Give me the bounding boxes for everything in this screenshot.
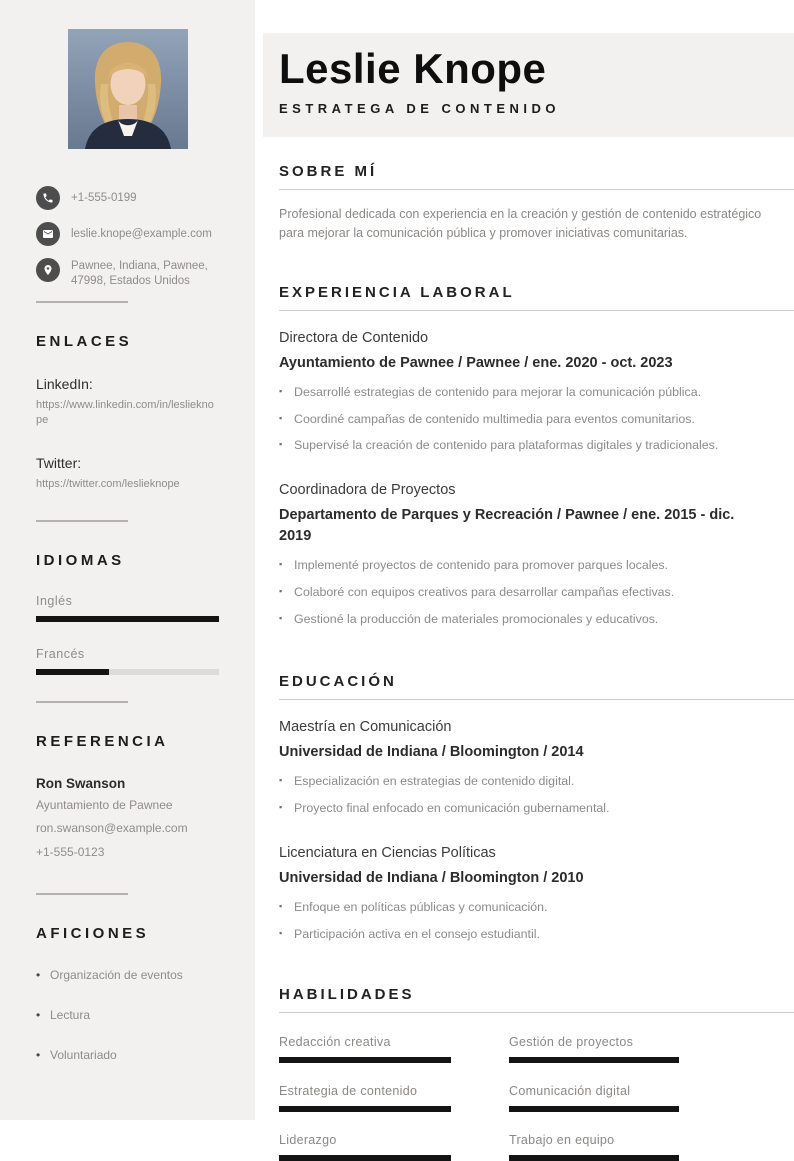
email-address: leslie.knope@example.com bbox=[71, 228, 212, 240]
links-section-title: ENLACES bbox=[36, 332, 133, 350]
reference-email: ron.swanson@example.com bbox=[36, 821, 188, 836]
main-content bbox=[263, 163, 794, 1161]
degree-entry bbox=[279, 717, 794, 818]
skill-level-bar bbox=[279, 1057, 451, 1063]
language-level-bar bbox=[36, 669, 219, 675]
job-bullet: ▪ Gestioné la producción de materiales promocionales y educativos. bbox=[279, 611, 766, 629]
reference-phone: +1-555-0123 bbox=[36, 844, 105, 859]
reference-name: Ron Swanson bbox=[36, 776, 126, 792]
skills-title: HABILIDADES bbox=[279, 985, 415, 1003]
profile-photo bbox=[68, 29, 188, 149]
language-item bbox=[36, 647, 219, 675]
linkedin-url: https://www.linkedin.com/in/leslieknope bbox=[36, 398, 214, 427]
skills-grid bbox=[279, 1035, 794, 1161]
skill-item bbox=[509, 1084, 679, 1112]
hobby-item: • Voluntariado bbox=[36, 1048, 219, 1062]
location-pin-icon bbox=[36, 258, 60, 282]
sidebar-divider bbox=[36, 301, 128, 303]
job-entry bbox=[279, 328, 794, 456]
contact-email-row bbox=[36, 222, 219, 246]
skill-level-bar bbox=[279, 1155, 451, 1161]
degree-name: Licenciatura en Ciencias Políticas bbox=[279, 844, 496, 861]
skills-section bbox=[279, 986, 794, 1161]
sidebar-divider bbox=[36, 520, 128, 522]
job-bullets bbox=[279, 384, 766, 456]
degree-entry bbox=[279, 843, 794, 944]
degree-meta: Universidad de Indiana / Bloomington / 2014 bbox=[279, 743, 584, 760]
degree-bullets bbox=[279, 773, 766, 818]
education-title: EDUCACIÓN bbox=[279, 673, 397, 691]
reference-company: Ayuntamiento de Pawnee bbox=[36, 798, 173, 813]
language-name: Francés bbox=[36, 647, 85, 662]
linkedin-label: LinkedIn: bbox=[36, 375, 93, 392]
skill-item bbox=[509, 1133, 679, 1161]
degree-bullet: ▪ Especialización en estrategias de contenido digital. bbox=[279, 773, 766, 791]
contact-phone-row bbox=[36, 186, 219, 210]
job-entry bbox=[279, 480, 794, 629]
address-text: Pawnee, Indiana, Pawnee, 47998, Estados Unidos bbox=[71, 260, 208, 287]
hobby-item: • Organización de eventos bbox=[36, 968, 219, 982]
job-bullets bbox=[279, 557, 766, 629]
section-rule bbox=[279, 699, 794, 700]
education-section bbox=[279, 673, 794, 943]
skill-name: Liderazgo bbox=[279, 1132, 337, 1147]
phone-number: +1-555-0199 bbox=[71, 192, 137, 204]
header-band bbox=[263, 33, 794, 137]
language-item bbox=[36, 594, 219, 622]
section-rule bbox=[279, 189, 794, 190]
job-bullet: ▪ Colaboré con equipos creativos para desarrollar campañas efectivas. bbox=[279, 584, 766, 602]
skill-level-bar bbox=[509, 1155, 679, 1161]
degree-bullet: ▪ Enfoque en políticas públicas y comunicación. bbox=[279, 899, 766, 917]
contact-address-row bbox=[36, 258, 219, 289]
hobby-item: • Lectura bbox=[36, 1008, 219, 1022]
job-role: Directora de Contenido bbox=[279, 329, 429, 346]
twitter-url: https://twitter.com/leslieknope bbox=[36, 477, 180, 490]
degree-meta: Universidad de Indiana / Bloomington / 2010 bbox=[279, 869, 584, 886]
job-bullet: ▪ Desarrollé estrategias de contenido para mejorar la comunicación pública. bbox=[279, 384, 766, 402]
job-meta: Departamento de Parques y Recreación / Pawnee / ene. 2015 - dic. 2019 bbox=[279, 507, 735, 545]
job-role: Coordinadora de Proyectos bbox=[279, 482, 456, 499]
job-bullet: ▪ Implementé proyectos de contenido para promover parques locales. bbox=[279, 557, 766, 575]
envelope-icon bbox=[36, 222, 60, 246]
skill-level-bar bbox=[509, 1106, 679, 1112]
degree-bullet: ▪ Proyecto final enfocado en comunicación gubernamental. bbox=[279, 800, 766, 818]
job-bullet: ▪ Coordiné campañas de contenido multimedia para eventos comunitarios. bbox=[279, 411, 766, 429]
skill-item bbox=[279, 1133, 451, 1161]
avatar-illustration bbox=[68, 29, 188, 149]
sidebar-divider bbox=[36, 893, 128, 895]
skill-name: Gestión de proyectos bbox=[509, 1034, 634, 1049]
languages-section-title: IDIOMAS bbox=[36, 552, 125, 570]
skill-name: Comunicación digital bbox=[509, 1083, 631, 1098]
job-meta: Ayuntamiento de Pawnee / Pawnee / ene. 2020 - oct. 2023 bbox=[279, 354, 673, 371]
phone-icon bbox=[36, 186, 60, 210]
person-role: ESTRATEGA DE CONTENIDO bbox=[279, 101, 561, 117]
reference-section-title: REFERENCIA bbox=[36, 733, 169, 751]
sidebar bbox=[0, 0, 255, 1120]
degree-bullet: ▪ Participación activa en el consejo estudiantil. bbox=[279, 926, 766, 944]
language-name: Inglés bbox=[36, 594, 73, 609]
experience-section bbox=[279, 284, 794, 629]
twitter-label: Twitter: bbox=[36, 454, 82, 471]
skill-item bbox=[509, 1035, 679, 1063]
language-level-bar bbox=[36, 616, 219, 622]
about-title: SOBRE MÍ bbox=[279, 163, 378, 180]
about-text: Profesional dedicada con experiencia en la creación y gestión de contenido estratégico para mejorar la comunicación pública y promover iniciativas comunitarias. bbox=[279, 207, 762, 241]
degree-name: Maestría en Comunicación bbox=[279, 719, 452, 736]
job-bullet: ▪ Supervisé la creación de contenido para plataformas digitales y tradicionales. bbox=[279, 437, 766, 455]
skill-level-bar bbox=[279, 1106, 451, 1112]
skill-item bbox=[279, 1035, 451, 1063]
main-column bbox=[263, 0, 794, 1147]
experience-title: EXPERIENCIA LABORAL bbox=[279, 283, 515, 301]
degree-bullets bbox=[279, 899, 766, 944]
section-rule bbox=[279, 1012, 794, 1013]
skill-item bbox=[279, 1084, 451, 1112]
hobbies-list bbox=[36, 968, 219, 1062]
hobbies-section-title: AFICIONES bbox=[36, 925, 150, 943]
skill-name: Trabajo en equipo bbox=[509, 1132, 615, 1147]
skill-name: Redacción creativa bbox=[279, 1034, 391, 1049]
about-section bbox=[279, 163, 794, 244]
sidebar-divider bbox=[36, 701, 128, 703]
person-name: Leslie Knope bbox=[279, 45, 547, 92]
skill-name: Estrategia de contenido bbox=[279, 1083, 418, 1098]
section-rule bbox=[279, 310, 794, 311]
skill-level-bar bbox=[509, 1057, 679, 1063]
